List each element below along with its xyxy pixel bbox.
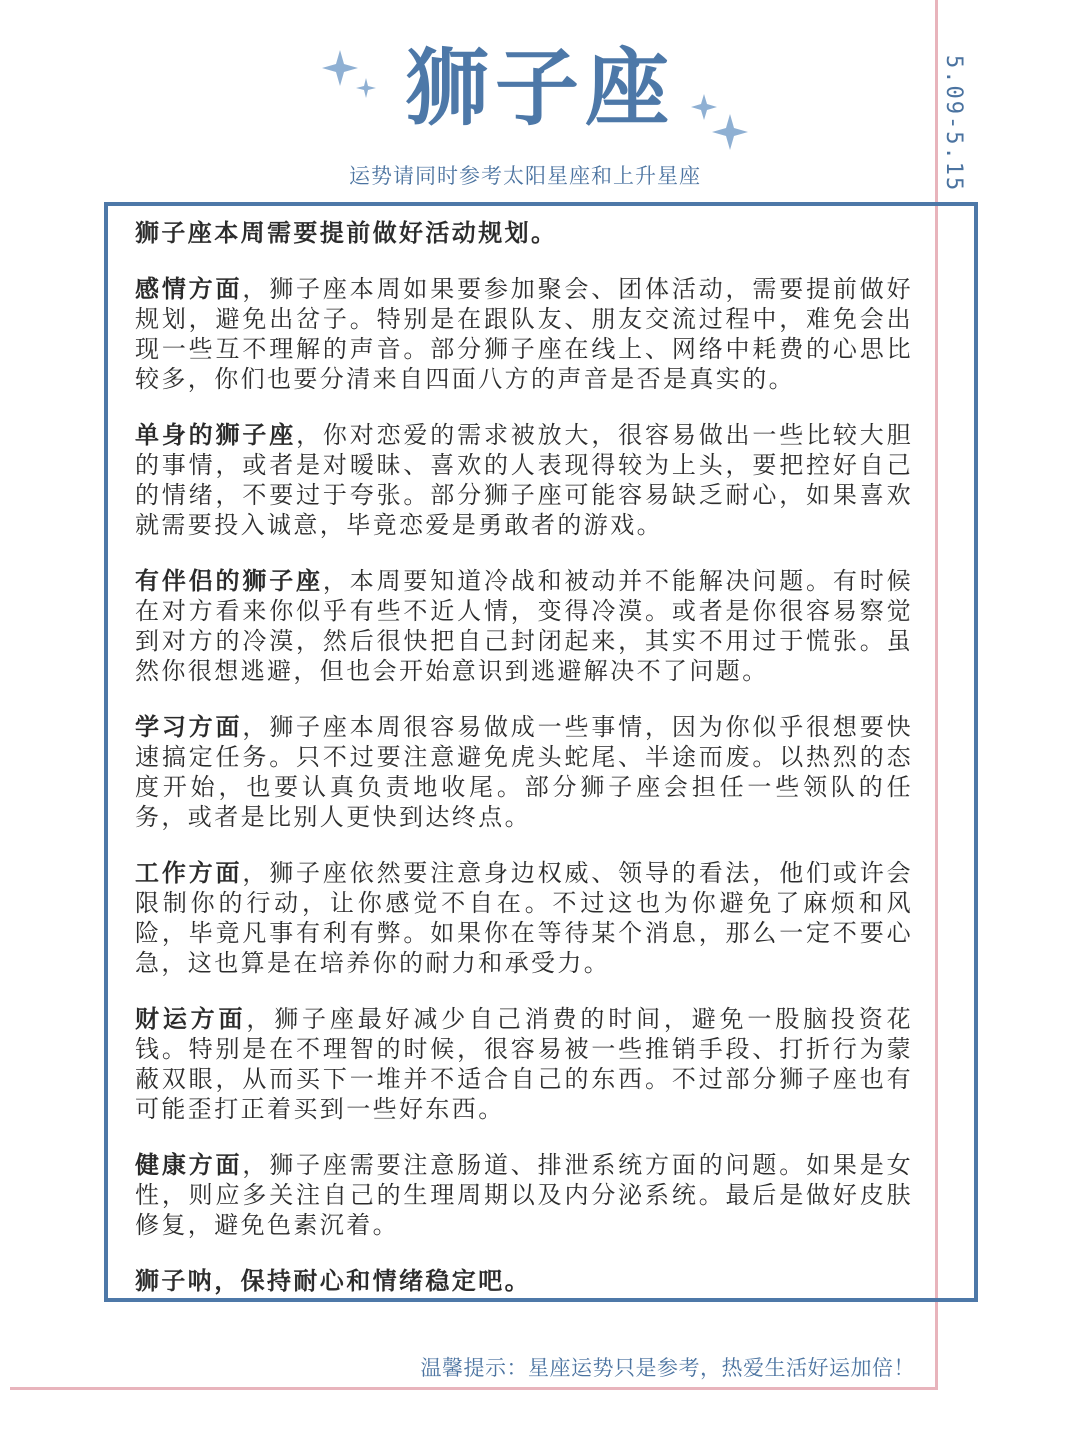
section-wealth xyxy=(135,1004,913,1124)
section-label: 工作方面 xyxy=(135,859,243,887)
footer-tip: 温馨提示：星座运势只是参考，热爱生活好运加倍！ xyxy=(420,1356,915,1380)
section-label: 感情方面 xyxy=(135,275,243,303)
section-label: 财运方面 xyxy=(135,1005,247,1033)
section-text: ，狮子座需要注意肠道、排泄系统方面的问题。如果是女性，则应多关注自己的生理周期以及内分泌系统。最后是做好皮肤修复，避免色素沉着。 xyxy=(135,1151,913,1239)
section-label: 健康方面 xyxy=(135,1151,243,1179)
section-partnered xyxy=(135,566,913,686)
section-text: ，狮子座本周如果要参加聚会、团体活动，需要提前做好规划，避免出岔子。特别是在跟队友、朋友交流过程中，难免会出现一些互不理解的声音。部分狮子座在线上、网络中耗费的心思比较多，你们也要分清来自四面八方的声音是否是真实的。 xyxy=(135,275,913,393)
section-work xyxy=(135,858,913,978)
section-single xyxy=(135,420,913,540)
page-subtitle: 运势请同时参考太阳星座和上升星座 xyxy=(349,164,701,188)
section-emotion xyxy=(135,274,913,394)
pink-horizontal-line xyxy=(10,1387,938,1390)
intro-line: 狮子座本周需要提前做好活动规划。 xyxy=(135,219,558,247)
section-label: 单身的狮子座 xyxy=(135,421,297,449)
section-study xyxy=(135,712,913,832)
section-text: ，狮子座依然要注意身边权威、领导的看法，他们或许会限制你的行动，让你感觉不自在。不过这也为你避免了麻烦和风险，毕竟凡事有利有弊。如果你在等待某个消息，那么一定不要心急，这也算是在培养你的耐力和承受力。 xyxy=(135,859,913,977)
page-title: 狮子座 xyxy=(404,39,675,137)
date-range: 5.09-5.15 xyxy=(941,55,966,193)
section-label: 有伴侣的狮子座 xyxy=(135,567,323,595)
section-text: ，狮子座本周很容易做成一些事情，因为你似乎很想要快速搞定任务。只不过要注意避免虎头蛇尾、半途而废。以热烈的态度开始，也要认真负责地收尾。部分狮子座会担任一些领队的任务，或者是比别人更快到达终点。 xyxy=(135,713,913,831)
section-label: 学习方面 xyxy=(135,713,243,741)
section-text: ，本周要知道冷战和被动并不能解决问题。有时候在对方看来你似乎有些不近人情，变得冷漠。或者是你很容易察觉到对方的冷漠，然后很快把自己封闭起来，其实不用过于慌张。虽然你很想逃避，但也会开始意识到逃避解决不了问题。 xyxy=(135,567,913,685)
closing-line: 狮子呐，保持耐心和情绪稳定吧。 xyxy=(135,1267,531,1295)
section-text: ，你对恋爱的需求被放大，很容易做出一些比较大胆的事情，或者是对暧昧、喜欢的人表现得较为上头，要把控好自己的情绪，不要过于夸张。部分狮子座可能容易缺乏耐心，如果喜欢就需要投入诚意，毕竟恋爱是勇敢者的游戏。 xyxy=(135,421,913,539)
horoscope-content xyxy=(135,218,913,1322)
section-health xyxy=(135,1150,913,1240)
section-text: ，狮子座最好减少自己消费的时间，避免一股脑投资花钱。特别是在不理智的时候，很容易被一些推销手段、打折行为蒙蔽双眼，从而买下一堆并不适合自己的东西。不过部分狮子座也有可能歪打正着买到一些好东西。 xyxy=(135,1005,913,1123)
